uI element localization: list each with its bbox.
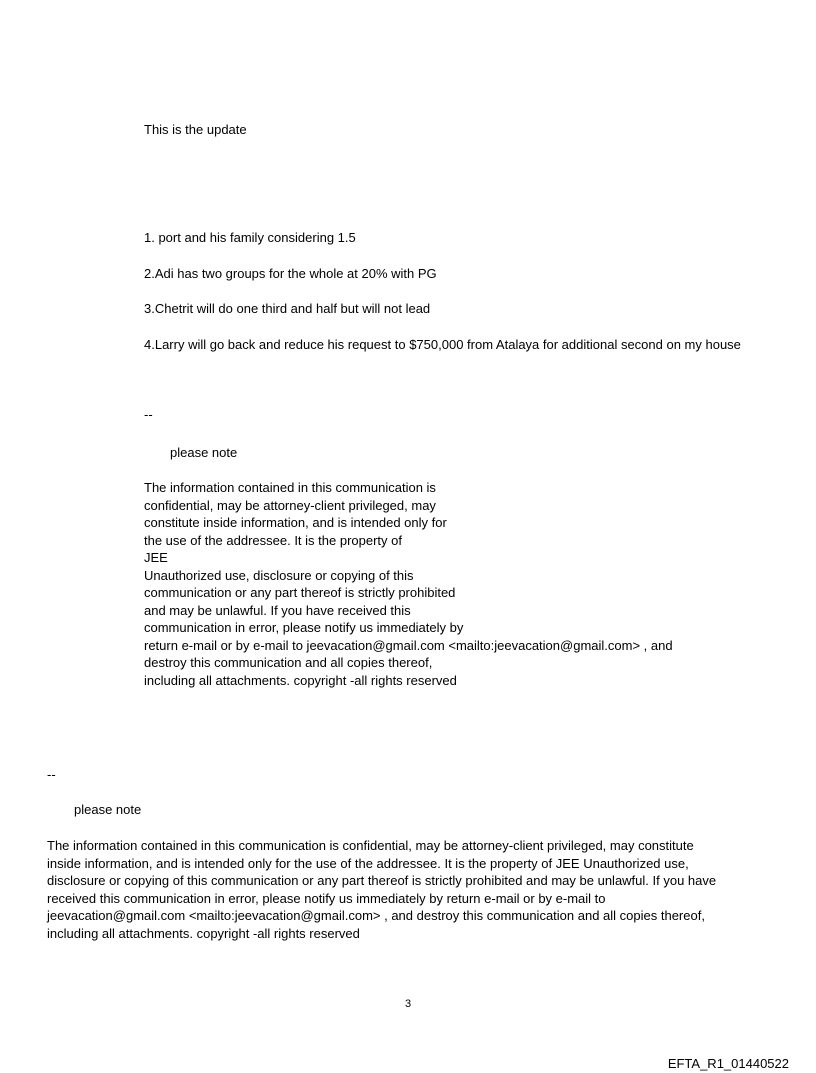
inner-disclaimer-line: the use of the addressee. It is the property of — [144, 532, 402, 548]
page-number: 3 — [404, 998, 412, 1010]
outer-disclaimer-line: including all attachments. copyright -all rights reserved — [47, 925, 360, 941]
outer-disclaimer-line: disclosure or copying of this communication or any part thereof is strictly prohibited and may be unlawful. If you have — [47, 873, 717, 888]
inner-disclaimer-line: confidential, may be attorney-client privileged, may — [144, 497, 436, 513]
outer-please-note: please note — [74, 802, 142, 817]
inner-please-note: please note — [170, 445, 238, 460]
inner-signature-separator: -- — [144, 407, 153, 422]
outer-disclaimer-line: The information contained in this communication is confidential, may be attorney-client privileged, may constitute — [47, 838, 694, 853]
update-item-4: 4.Larry will go back and reduce his request to $750,000 from Atalaya for additional second on my house — [144, 337, 741, 352]
outer-disclaimer-line: jeevacation@gmail.com <mailto:jeevacation@gmail.com> , and destroy this communication and all copies thereof, — [47, 908, 705, 923]
outer-signature-separator: -- — [47, 767, 56, 782]
inner-disclaimer — [144, 479, 673, 689]
update-item-1: 1. port and his family considering 1.5 — [144, 230, 356, 245]
inner-disclaimer-line: communication or any part thereof is strictly prohibited — [144, 585, 456, 600]
update-item-2: 2.Adi has two groups for the whole at 20% with PG — [144, 266, 437, 281]
inner-disclaimer-line: The information contained in this communication is — [144, 480, 436, 495]
outer-disclaimer — [47, 837, 716, 942]
inner-disclaimer-line: communication in error, please notify us immediately by — [144, 620, 464, 635]
inner-disclaimer-line: JEE — [144, 550, 168, 565]
inner-disclaimer-line: destroy this communication and all copies thereof, — [144, 655, 433, 670]
update-item-3: 3.Chetrit will do one third and half but will not lead — [144, 301, 431, 316]
email-intro: This is the update — [144, 122, 247, 137]
inner-disclaimer-line: and may be unlawful. If you have received this — [144, 602, 411, 618]
inner-disclaimer-line: including all attachments. copyright -all rights reserved — [144, 672, 457, 688]
inner-disclaimer-line: Unauthorized use, disclosure or copying of this — [144, 567, 414, 583]
outer-disclaimer-line: received this communication in error, please notify us immediately by return e-mail or by e-mail to — [47, 890, 606, 906]
outer-disclaimer-line: inside information, and is intended only for the use of the addressee. It is the property of JEE Unauthorized use, — [47, 855, 689, 871]
document-id: EFTA_R1_01440522 — [667, 1056, 789, 1071]
inner-disclaimer-line: return e-mail or by e-mail to jeevacation@gmail.com <mailto:jeevacation@gmail.com> , and — [144, 637, 673, 653]
inner-disclaimer-line: constitute inside information, and is intended only for — [144, 515, 447, 530]
